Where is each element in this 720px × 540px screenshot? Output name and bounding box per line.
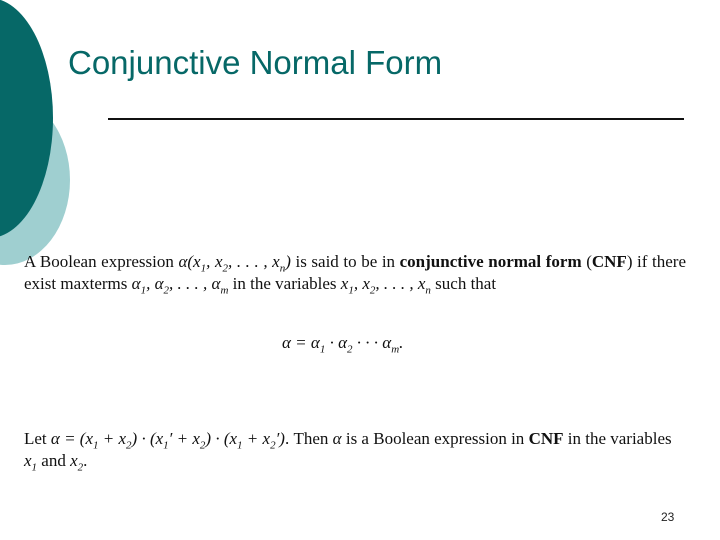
example-text-2: . Then <box>284 429 333 448</box>
definition-paragraph <box>24 251 686 295</box>
example-abbreviation: CNF <box>528 429 564 448</box>
example-text-6: . <box>83 451 88 470</box>
definition-text-6: such that <box>430 274 497 293</box>
example-alpha: α <box>332 429 342 448</box>
example-text-5: and <box>37 451 71 470</box>
definition-text-3: ( <box>581 252 592 271</box>
definition-abbreviation: CNF <box>591 252 627 271</box>
example-text-1: Let <box>24 429 51 448</box>
definition-expression: $\alpha(x_1$, $x_2$, . . . , $x_n$) <box>178 252 291 275</box>
page-number: 23 <box>661 510 675 524</box>
example-variable-2: $x_2$ <box>70 451 84 474</box>
definition-term: conjunctive normal form <box>399 252 582 271</box>
example-text-3: is a Boolean expression in <box>341 429 529 448</box>
definition-text-4: ) if there exist maxterms <box>24 252 687 293</box>
definition-variables: $x_1$, $x_2$, . . . , $x_n$ <box>340 274 431 297</box>
example-variable-1: $x_1$ <box>24 451 38 474</box>
definition-text-1: A Boolean expression <box>24 252 179 271</box>
definition-text-2: is said to be in <box>290 252 400 271</box>
definition-text-5: in the variables <box>228 274 341 293</box>
example-expression: $\alpha = (x_1 + x_2) \cdot (x_1' + x_2) \cdot (x_1 + x_2')$ <box>50 429 285 452</box>
slide-title: Conjunctive Normal Form <box>68 44 443 81</box>
cnf-formula: $\alpha = \alpha_1 \cdot \alpha_2$ · · · $\alpha_m$. <box>282 333 404 356</box>
title-underline <box>108 118 684 120</box>
definition-maxterms: $\alpha_1$, $\alpha_2$, . . . , $\alpha_m$ <box>131 274 229 297</box>
example-paragraph <box>24 428 686 472</box>
example-text-4: in the variables <box>563 429 672 448</box>
